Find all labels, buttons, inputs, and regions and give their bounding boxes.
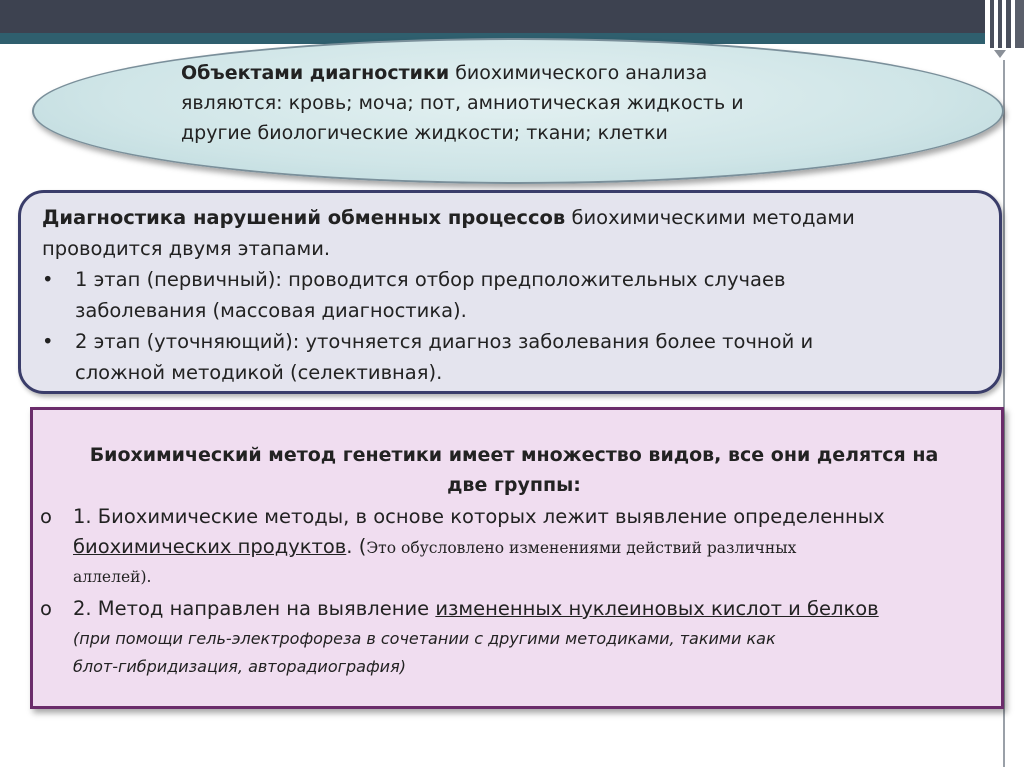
stage-bullet-1 (42, 264, 982, 326)
objects-text (181, 58, 881, 148)
objects-bold: Объектами диагностики (181, 62, 450, 84)
stage-1-line-1: 1 этап (первичный): проводится отбор предположительных случаев (75, 268, 786, 291)
genetics-item-1-line-1: 1. Биохимические методы, в основе которых лежит выявление определенных (73, 505, 885, 528)
circle-bullet: o (40, 505, 52, 528)
genetics-item-1-line-2 (73, 532, 990, 563)
objects-rest: биохимического анализа (449, 62, 708, 84)
stage-2-line-2: сложной методикой (селективная). (75, 361, 443, 384)
genetics-heading-line-2: две группы: (447, 474, 581, 496)
after-underline: . ( (346, 535, 367, 558)
stages-line-1 (42, 202, 982, 233)
genetics-list (40, 502, 990, 681)
rail-notch (994, 50, 1006, 58)
stage-2-line-1: 2 этап (уточняющий): уточняется диагноз заболевания более точной и (75, 330, 814, 353)
note-text: Это обусловлено изменениями действий различных (366, 539, 797, 557)
objects-line-3: другие биологические жидкости; ткани; клетки (181, 122, 668, 144)
stage-1-line-2: заболевания (массовая диагностика). (75, 299, 467, 322)
header-stripe (990, 0, 994, 48)
stages-bold: Диагностика нарушений обменных процессов (42, 206, 566, 229)
genetics-item-1 (40, 502, 990, 591)
objects-line-1 (181, 58, 881, 88)
stages-text (42, 202, 982, 388)
underlined-term: измененных нуклеиновых кислот и белков (435, 597, 879, 620)
genetics-item-2-line-1 (73, 593, 990, 625)
bullet-dot: • (42, 330, 54, 353)
stages-rest: биохимическими методами (565, 206, 855, 229)
objects-line-2: являются: кровь; моча; пот, амниотическая жидкость и (181, 92, 744, 114)
genetics-item-2 (40, 593, 990, 681)
stage-bullet-2 (42, 326, 982, 388)
genetics-item-1-line-3: аллелей). (73, 568, 152, 586)
genetics-heading-line-1: Биохимический метод генетики имеет множество видов, все они делятся на (89, 444, 939, 466)
genetics-item-2-line-3: блот-гибридизация, авторадиография) (73, 657, 406, 676)
genetics-heading (34, 440, 994, 500)
bullet-dot: • (42, 268, 54, 291)
header-stripe (998, 0, 1002, 48)
header-band-dark (0, 0, 985, 33)
item-2-prefix: 2. Метод направлен на выявление (73, 597, 436, 620)
header-stripe (1015, 0, 1024, 48)
header-stripe (1006, 0, 1011, 48)
genetics-item-2-line-2: (при помощи гель-электрофореза в сочетании с другими методиками, такими как (73, 629, 776, 648)
underlined-term: биохимических продуктов (73, 535, 347, 558)
circle-bullet: o (40, 597, 52, 620)
stages-line-2: проводится двумя этапами. (42, 237, 331, 260)
